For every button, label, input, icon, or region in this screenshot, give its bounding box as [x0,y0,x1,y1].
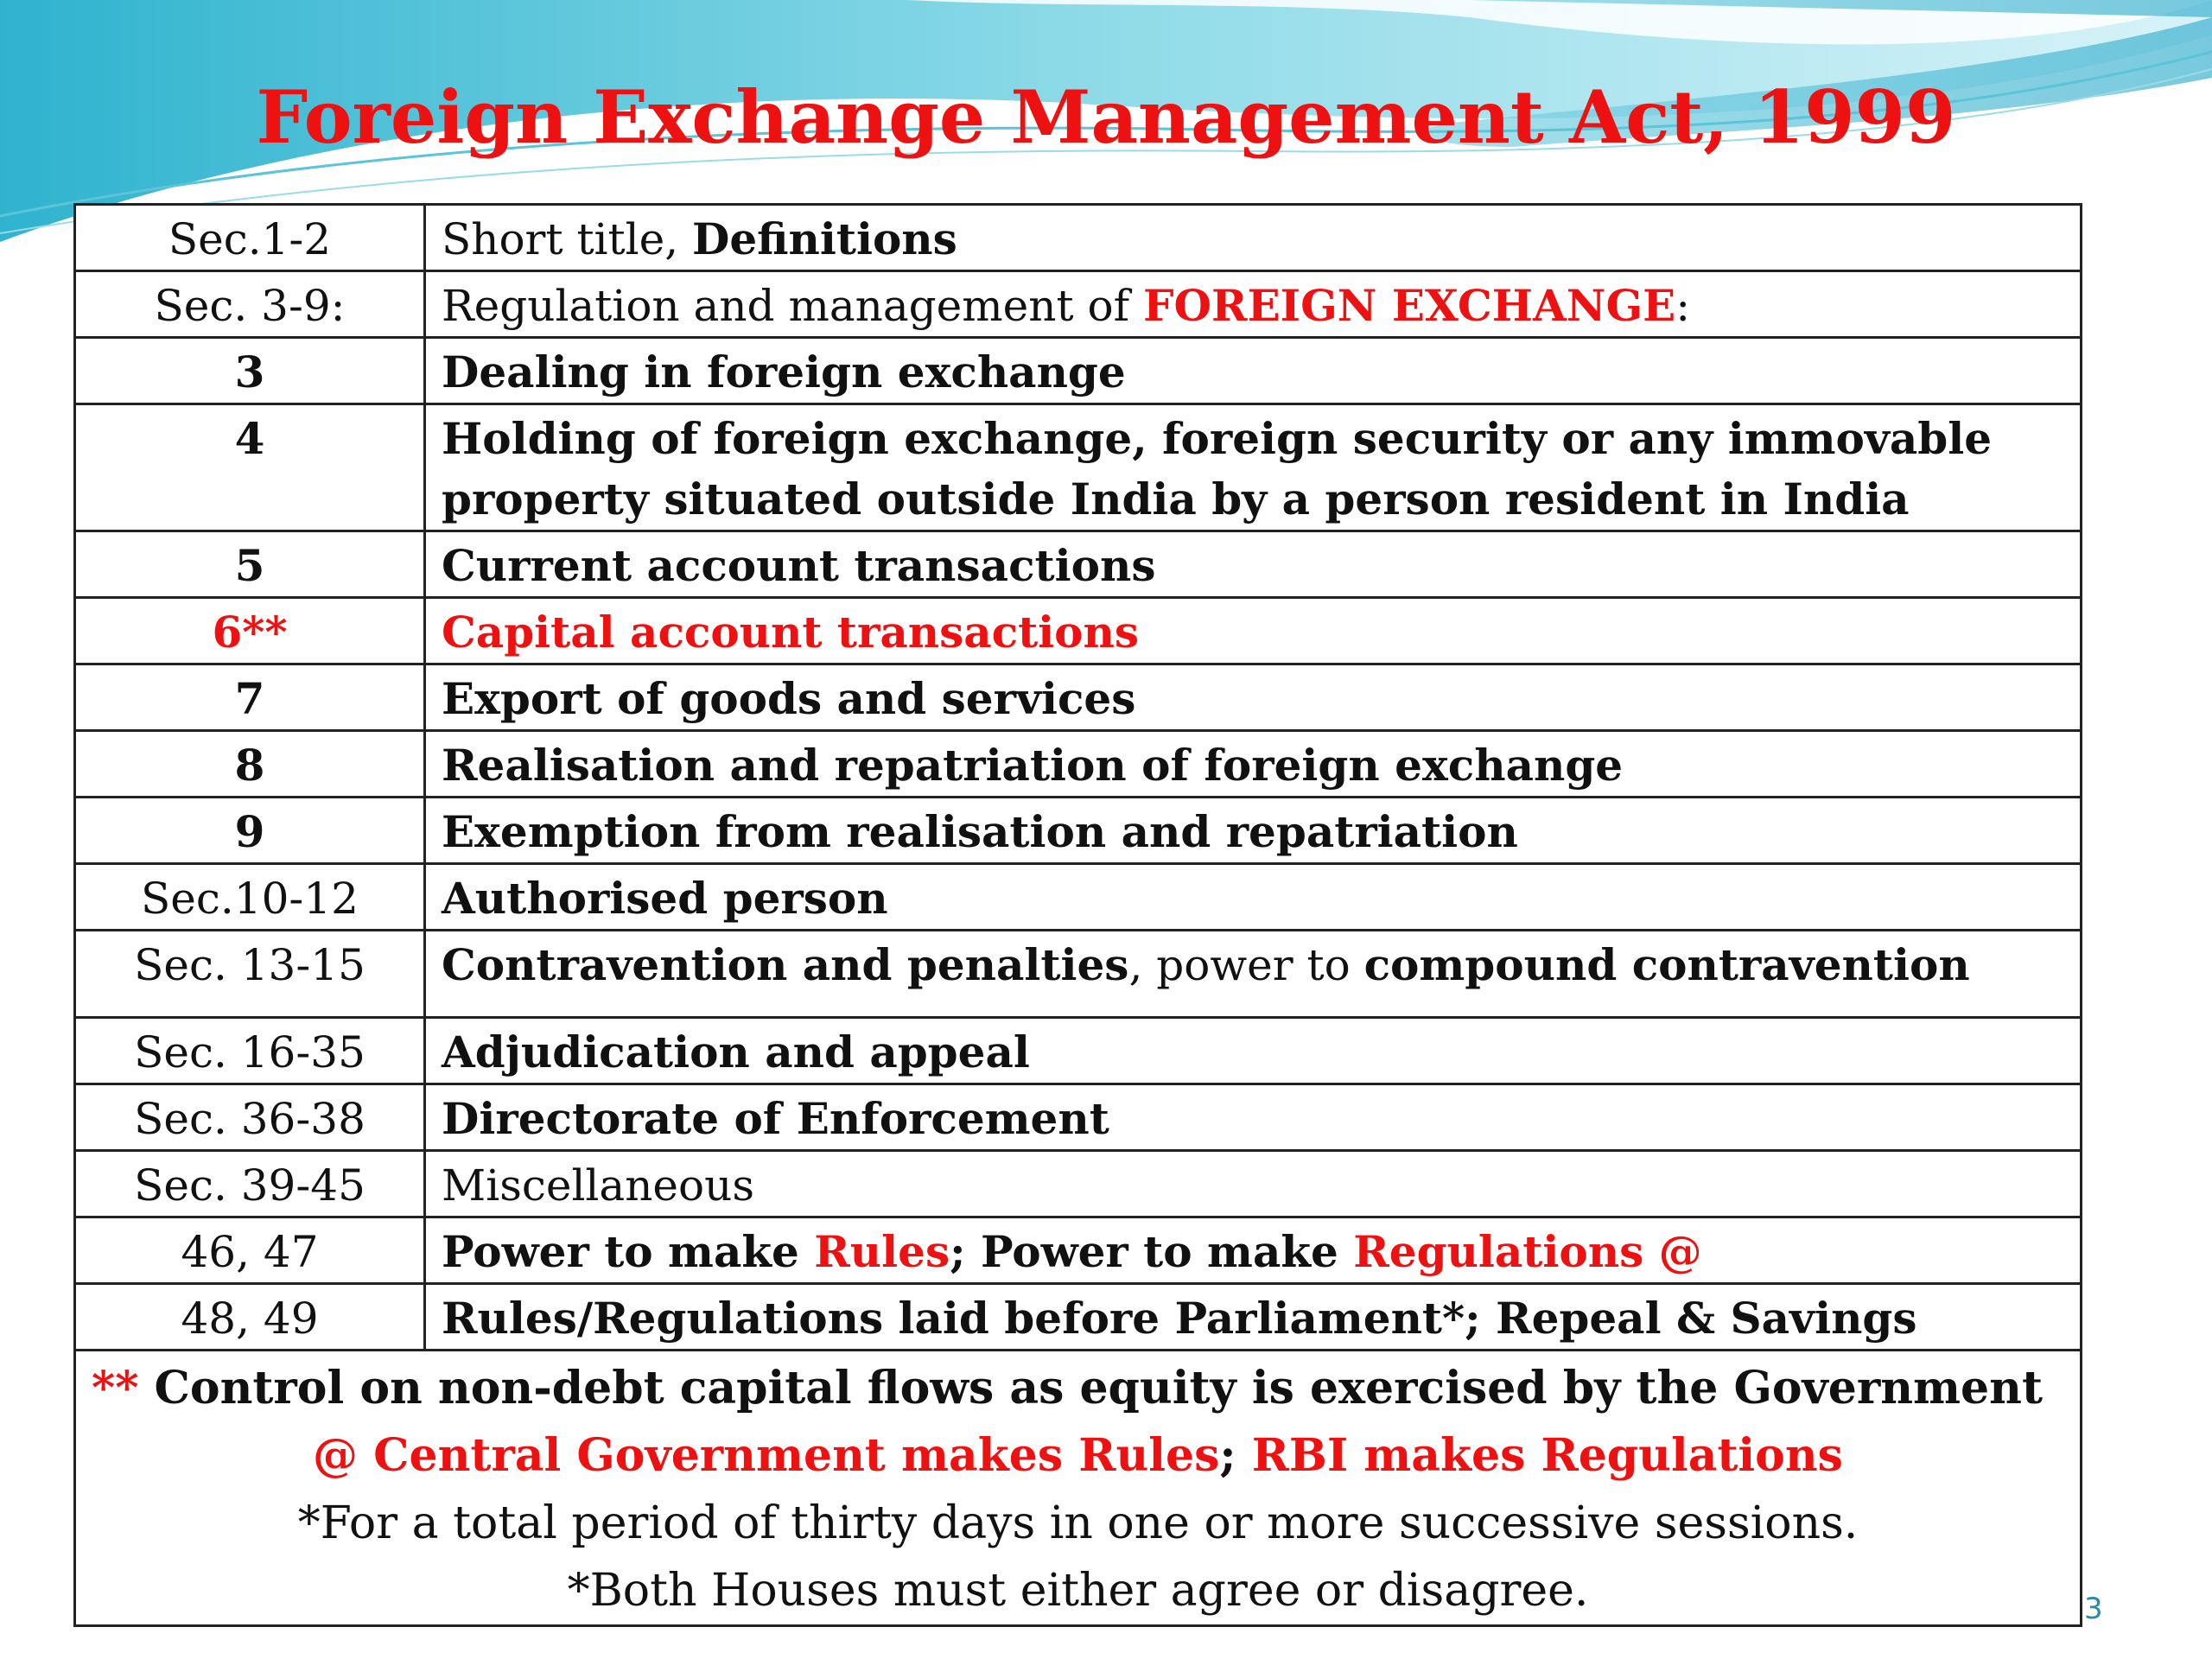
section-row [75,1217,2082,1284]
description-text: compound contravention [1363,939,1970,990]
description-text: , power to [1128,940,1364,990]
section-description [425,1084,2082,1151]
section-row [75,338,2082,404]
section-row [75,864,2082,931]
section-number: 9 [75,798,425,864]
note-text: Control on non-debt capital flows as equity is exercised by the Government [138,1362,2043,1414]
section-number: Sec.1-2 [75,205,425,271]
description-text: : [1675,281,1691,331]
equity-control-note [92,1355,2064,1422]
section-number: 7 [75,664,425,731]
section-row [75,1018,2082,1084]
section-description [425,338,2082,404]
section-description [425,1018,2082,1084]
star-note-2: *Both Houses must either agree or disagree. [567,1565,1589,1617]
section-row [75,531,2082,598]
section-description [425,931,2082,1018]
description-line: Holding of foreign exchange, foreign security or any immovable [442,413,1993,464]
note-marker: ** [92,1362,139,1414]
description-text: Realisation and repatriation of foreign exchange [442,740,1624,791]
section-row [75,404,2082,531]
section-description [425,531,2082,598]
description-line: property situated outside India by a person resident in India [442,474,1910,524]
description-text: Power to make [442,1226,815,1277]
section-number: 6** [75,598,425,664]
description-text: Authorised person [442,873,888,924]
fema-sections-table [73,203,2082,1627]
section-number: Sec. 16-35 [75,1018,425,1084]
description-text: FOREIGN EXCHANGE [1142,280,1676,331]
section-number: 3 [75,338,425,404]
section-description [425,1217,2082,1284]
section-row [75,1084,2082,1151]
section-row [75,1284,2082,1351]
section-number: Sec.10-12 [75,864,425,931]
description-text: Capital account transactions [442,607,1140,658]
description-text: Export of goods and services [442,673,1136,724]
page-number: 3 [2084,1592,2103,1626]
section-row [75,205,2082,271]
rules-note-sep: ; [1219,1429,1252,1482]
footer-notes-row [75,1351,2082,1626]
section-number: 46, 47 [75,1217,425,1284]
section-description [425,404,2082,531]
description-text: Miscellaneous [442,1160,754,1211]
description-text: ; Power to make [950,1226,1354,1277]
section-number: 4 [75,404,425,531]
description-text: Definitions [692,213,957,264]
section-description [425,798,2082,864]
slide-title: Foreign Exchange Management Act, 1999 [256,74,1956,160]
section-row [75,931,2082,1018]
star-note-1: *For a total period of thirty days in one or more successive sessions. [297,1497,1859,1549]
section-description [425,205,2082,271]
section-number: Sec. 39-45 [75,1151,425,1217]
footer-notes-cell [75,1351,2082,1626]
section-description [425,731,2082,798]
description-text: Contravention and penalties [442,939,1129,990]
section-number: Sec. 3-9: [75,271,425,338]
rules-regulations-note [92,1422,2064,1490]
section-row [75,598,2082,664]
section-number: 5 [75,531,425,598]
section-number: Sec. 36-38 [75,1084,425,1151]
description-text: Current account transactions [442,540,1156,591]
section-row [75,664,2082,731]
section-description [425,1151,2082,1217]
section-number: 8 [75,731,425,798]
description-text: Regulation and management of [442,281,1143,331]
section-description [425,271,2082,338]
description-text: Short title, [442,214,692,264]
section-number: Sec. 13-15 [75,931,425,1018]
section-description [425,598,2082,664]
section-number: 48, 49 [75,1284,425,1351]
section-row [75,271,2082,338]
section-row [75,798,2082,864]
description-text: Adjudication and appeal [442,1027,1030,1077]
regulations-note-text: RBI makes Regulations [1251,1429,1843,1482]
description-text: Exemption from realisation and repatriation [442,806,1518,857]
rules-note-text: @ Central Government makes Rules [313,1429,1220,1482]
section-description [425,1284,2082,1351]
section-row [75,731,2082,798]
description-text: Dealing in foreign exchange [442,346,1126,397]
description-text: Rules/Regulations laid before Parliament*; Repeal & Savings [442,1293,1917,1344]
section-row [75,1151,2082,1217]
description-text: Regulations @ [1353,1226,1702,1277]
section-description [425,864,2082,931]
description-text: Directorate of Enforcement [442,1093,1109,1144]
description-text: Rules [814,1226,950,1277]
section-description [425,664,2082,731]
